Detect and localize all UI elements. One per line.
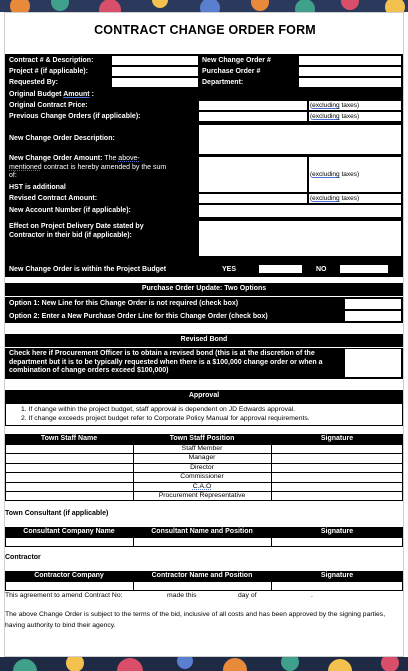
- contractor-grid-col-1: [133, 581, 134, 591]
- agreement-closing-statement: The above Change Order is subject to the terms of the bid, inclusive of all costs and has been approved by the signing parties, having authority to bind their agency.: [5, 611, 386, 629]
- form-page: [4, 12, 404, 657]
- decorative-top-banner: [0, 0, 408, 12]
- decorative-bottom-banner: [0, 657, 408, 671]
- requested-by-label: Requested By:: [9, 79, 59, 86]
- new-change-order-amount-label: New Change Order Amount: The above-mentioned contract is hereby amended by the sum of:: [9, 155, 167, 179]
- approval-instruction-1: 1. If change within the project budget, staff approval is dependent on JD Edwards approval.: [21, 406, 296, 413]
- agreement-amend-prefix: This agreement to amend Contract No:: [5, 592, 123, 599]
- po-option-1-checkbox[interactable]: [344, 298, 402, 310]
- consultant-grid-col-1: [133, 537, 134, 547]
- purchase-order-number-label: Purchase Order #: [202, 68, 261, 75]
- approval-position-manager: Manager: [188, 454, 216, 461]
- approval-position-procurement-representative: Procurement Representative: [158, 492, 246, 499]
- contractor-col-name-position: Contractor Name and Position: [151, 572, 253, 579]
- agreement-period: .: [311, 592, 313, 599]
- original-budget-label: Original Budget Amount :: [9, 91, 94, 98]
- original-contract-price-taxes-note: (excluding taxes): [310, 102, 360, 109]
- contractor-col-signature: Signature: [320, 572, 354, 579]
- approval-col-signature: Signature: [320, 435, 354, 442]
- original-contract-price-field[interactable]: [198, 100, 308, 111]
- approval-instruction-2: 2. If change exceeds project budget refer to Corporate Policy Manual for approval requirements.: [21, 415, 310, 422]
- department-field[interactable]: [298, 77, 402, 88]
- po-option-2-label: Option 2: Enter a New Purchase Order Line for this Change Order (check box): [9, 313, 268, 320]
- previous-change-orders-field[interactable]: [198, 111, 308, 122]
- revised-bond-text: Check here if Procurement Officer is to obtain a revised bond (this is at the discretion of the department but it is to be typically requested when there is a $100,000 change order or when a combination of change orders exceed $100,000): [9, 350, 323, 374]
- effect-on-delivery-field[interactable]: [198, 220, 402, 257]
- contractor-col-company: Contractor Company: [34, 572, 104, 579]
- project-number-field[interactable]: [111, 66, 199, 77]
- within-budget-label: New Change Order is within the Project Budget: [9, 266, 167, 273]
- new-change-order-number-field[interactable]: [298, 55, 402, 66]
- approval-col-position: Town Staff Position: [169, 435, 235, 442]
- approval-col-name: Town Staff Name: [40, 435, 98, 442]
- new-change-order-description-label: New Change Order Description:: [9, 135, 115, 142]
- hst-note: HST is additional: [9, 184, 66, 191]
- contract-description-label: Contract # & Description:: [9, 57, 94, 64]
- approval-position-director: Director: [190, 464, 214, 471]
- contract-description-field[interactable]: [111, 55, 199, 66]
- new-account-number-label: New Account Number (if applicable):: [9, 207, 131, 214]
- previous-change-orders-label: Previous Change Orders (if applicable):: [9, 113, 141, 120]
- contractor-label: Contractor: [5, 554, 41, 561]
- within-budget-no-label: NO: [316, 266, 327, 273]
- approval-position-staff-member: Staff Member: [181, 445, 223, 452]
- previous-change-orders-taxes-note: (excluding taxes): [310, 113, 360, 120]
- po-update-divider: [5, 296, 403, 297]
- revised-contract-amount-field[interactable]: [198, 193, 308, 204]
- approval-position-cao: C.A.O: [192, 483, 212, 490]
- requested-by-field[interactable]: [111, 77, 199, 88]
- form-title: CONTRACT CHANGE ORDER FORM: [94, 23, 316, 37]
- original-contract-price-label: Original Contract Price:: [9, 102, 88, 109]
- po-option-2-checkbox[interactable]: [344, 310, 402, 322]
- new-change-order-amount-field[interactable]: [198, 156, 308, 193]
- new-account-number-field[interactable]: [198, 204, 402, 218]
- contractor-signature-row[interactable]: [5, 581, 403, 591]
- consultant-grid-col-2: [271, 537, 272, 547]
- within-budget-yes-label: YES: [222, 266, 237, 273]
- new-change-order-amount-taxes-note: (excluding taxes): [310, 171, 360, 178]
- new-change-order-number-label: New Change Order #: [202, 57, 271, 64]
- project-number-label: Project # (if applicable):: [9, 68, 88, 75]
- revised-bond-header: Revised Bond: [180, 336, 228, 343]
- consultant-col-signature: Signature: [320, 528, 354, 535]
- effect-on-delivery-label: Effect on Project Delivery Date stated by Contractor in their bid (if applicable):: [9, 223, 144, 239]
- revised-bond-checkbox[interactable]: [344, 348, 402, 378]
- within-budget-yes-box[interactable]: [258, 264, 303, 274]
- consultant-signature-row[interactable]: [5, 537, 403, 547]
- po-update-header: Purchase Order Update: Two Options: [141, 285, 267, 292]
- town-consultant-label: Town Consultant (if applicable): [5, 510, 109, 517]
- agreement-day-of: day of: [238, 592, 257, 599]
- above-mentioned-word: above-mentioned: [9, 155, 140, 171]
- revised-contract-amount-taxes-note: (excluding taxes): [310, 195, 360, 202]
- po-option-1-label: Option 1: New Line for this Change Order is not required (check box): [9, 300, 239, 307]
- consultant-col-name-position: Consultant Name and Position: [151, 528, 253, 535]
- new-change-order-description-field[interactable]: [198, 124, 402, 155]
- agreement-made-this: made this: [167, 592, 197, 599]
- revised-contract-amount-label: Revised Contract Amount:: [9, 195, 98, 202]
- original-budget-amount-word: Amount: [63, 91, 90, 98]
- approval-position-commissioner: Commissioner: [180, 473, 224, 480]
- department-label: Department:: [202, 79, 244, 86]
- within-budget-no-box[interactable]: [339, 264, 389, 274]
- consultant-col-company: Consultant Company Name: [23, 528, 115, 535]
- contractor-grid-col-2: [271, 581, 272, 591]
- purchase-order-number-field[interactable]: [298, 66, 402, 77]
- approval-header: Approval: [5, 390, 403, 403]
